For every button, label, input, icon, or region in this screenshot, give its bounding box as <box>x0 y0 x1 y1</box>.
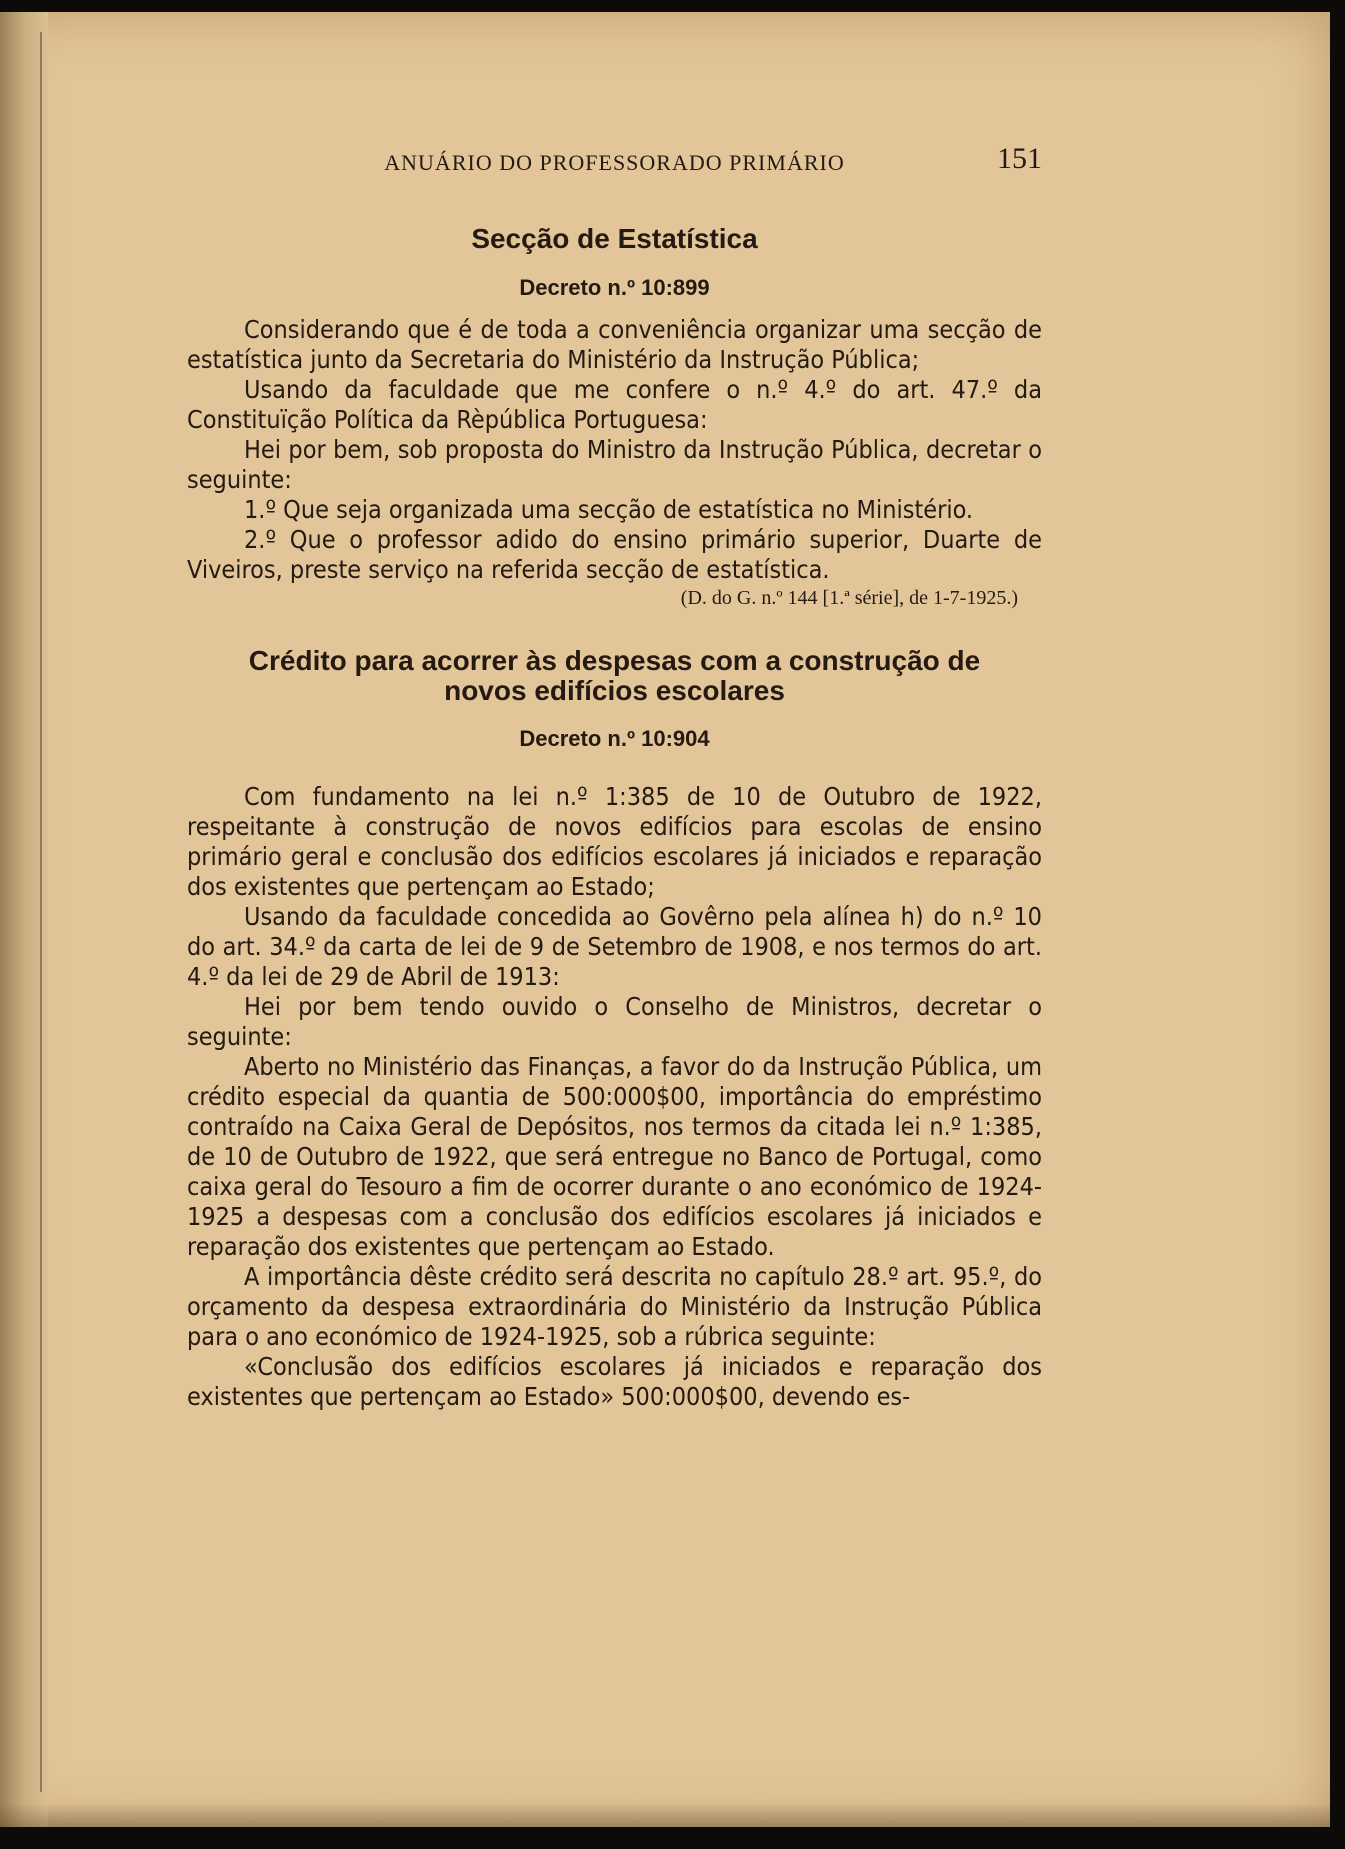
page-text <box>187 142 1042 1412</box>
paragraph: Usando da faculdade que me confere o n.º 4.º do art. 47.º da Constituïção Política da Rèpública Portuguesa: <box>187 374 1042 434</box>
paragraph: «Conclusão dos edifícios escolares já iniciados e reparação dos existentes que pertençam ao Estado» 500:000$00, devendo es- <box>187 1351 1042 1411</box>
section-title-line: novos edifícios escolares <box>444 674 785 706</box>
binding-line <box>40 32 42 1792</box>
running-title: ANUÁRIO DO PROFESSORADO PRIMÁRIO <box>384 150 845 175</box>
page-bottom-shadow <box>0 1803 1330 1827</box>
decree-number: Decreto n.º 10:899 <box>519 274 710 300</box>
section-title: Secção de Estatística <box>471 223 758 254</box>
section-title-line: Crédito para acorrer às despesas com a construção de <box>248 644 981 676</box>
section-title <box>187 646 1042 706</box>
page-header <box>187 142 1042 176</box>
paragraph: Hei por bem tendo ouvido o Conselho de Ministros, decretar o seguinte: <box>187 991 1042 1051</box>
page-number: 151 <box>997 142 1042 175</box>
paragraph: 1.º Que seja organizada uma secção de estatística no Ministério. <box>244 494 974 524</box>
paragraph: Com fundamento na lei n.º 1:385 de 10 de Outubro de 1922, respeitante à construção de novos edifícios para escolas de ensino primário geral e conclusão dos edifícios escolares já iniciados e reparação dos existentes que pertençam ao Estado; <box>187 781 1042 901</box>
paragraph: 2.º Que o professor adido do ensino primário superior, Duarte de Viveiros, preste serviço na referida secção de estatística. <box>187 524 1042 584</box>
paragraph: A importância dêste crédito será descrita no capítulo 28.º art. 95.º, do orçamento da despesa extraordinária do Ministério da Instrução Pública para o ano económico de 1924-1925, sob a rúbrica seguinte: <box>187 1261 1042 1351</box>
citation: (D. do G. n.º 144 [1.ª série], de 1-7-1925.) <box>680 586 1018 609</box>
decree-number: Decreto n.º 10:904 <box>519 725 710 751</box>
paragraph: Aberto no Ministério das Finanças, a favor do da Instrução Pública, um crédito especial da quantia de 500:000$00, importância do empréstimo contraído na Caixa Geral de Depósitos, nos termos da citada lei n.º 1:385, de 10 de Outubro de 1922, que será entregue no Banco de Portugal, como caixa geral do Tesouro a fim de ocorrer durante o ano económico de 1924-1925 a despesas com a conclusão dos edifícios escolares já iniciados e reparação dos existentes que pertençam ao Estado. <box>187 1051 1042 1261</box>
paragraph: Considerando que é de toda a conveniência organizar uma secção de estatística junto da Secretaria do Ministério da Instrução Pública; <box>187 314 1042 374</box>
paragraph: Hei por bem, sob proposta do Ministro da Instrução Pública, decretar o seguinte: <box>187 434 1042 494</box>
paragraph: Usando da faculdade concedida ao Govêrno pela alínea h) do n.º 10 do art. 34.º da carta de lei de 9 de Setembro de 1908, e nos termos do art. 4.º da lei de 29 de Abril de 1913: <box>187 901 1042 991</box>
